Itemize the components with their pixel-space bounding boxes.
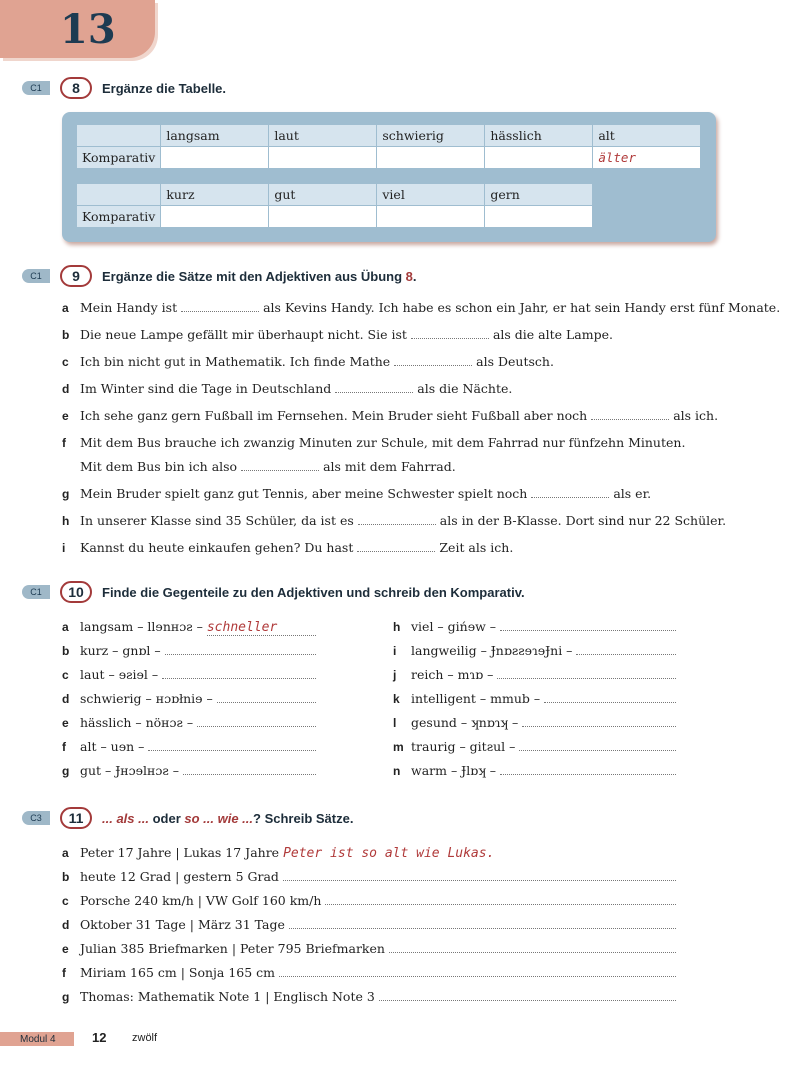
page-number-word: zwölf: [132, 1032, 158, 1044]
item-text: langweilig – ɈnɒƨƨɘɿɘɈni –: [411, 643, 573, 658]
item-letter: h: [393, 620, 401, 634]
sentence-item: [62, 354, 554, 369]
sentence-text: als Deutsch.: [476, 354, 554, 369]
sentence-text: als die Nächte.: [417, 381, 513, 396]
level-badge: C1: [22, 585, 50, 599]
table-header: hässlich: [485, 125, 593, 147]
item-letter: b: [62, 328, 70, 342]
exercise-9-header: C1 9 Ergänze die Sätze mit den Adjektiven aus Übung 8.: [22, 265, 417, 287]
item-letter: i: [62, 541, 66, 555]
sentence-item: [62, 327, 613, 342]
answer-line[interactable]: [162, 667, 316, 679]
item-letter: g: [62, 990, 70, 1004]
sentence-text: als er.: [613, 486, 652, 501]
answer-line[interactable]: [148, 739, 316, 751]
answer-cell[interactable]: [377, 147, 485, 169]
answer-blank[interactable]: [335, 381, 413, 393]
item-letter: d: [62, 692, 70, 706]
title-part: oder: [152, 810, 181, 826]
table-header: laut: [269, 125, 377, 147]
sentence-text: Ich bin nicht gut in Mathematik. Ich finde Mathe: [80, 354, 391, 369]
title-part: ... als ...: [102, 810, 149, 826]
opposite-item: [393, 643, 676, 658]
answer-line[interactable]: [379, 989, 676, 1001]
answer-cell[interactable]: [161, 147, 269, 169]
answer-line[interactable]: [165, 643, 316, 655]
sentence-text: Die neue Lampe gefällt mir überhaupt nicht. Sie ist: [80, 327, 407, 342]
item-text: Peter 17 Jahre | Lukas 17 Jahre: [80, 845, 280, 860]
item-text: heute 12 Grad | gestern 5 Grad: [80, 869, 279, 884]
sentence-item: [62, 917, 676, 932]
answer-line[interactable]: [283, 869, 676, 881]
item-letter: d: [62, 918, 70, 932]
exercise-number: 10: [60, 581, 92, 603]
item-letter: a: [62, 846, 69, 860]
opposite-item: [62, 739, 316, 754]
item-letter: b: [62, 644, 70, 658]
sentence-item: [62, 435, 685, 450]
item-letter: d: [62, 382, 70, 396]
answer-blank[interactable]: [411, 327, 489, 339]
answer-cell[interactable]: älter: [593, 147, 701, 169]
item-letter: i: [393, 644, 397, 658]
opposite-item: [393, 691, 676, 706]
sentence-item: [62, 381, 512, 396]
exercise-11-header: [22, 807, 353, 829]
item-letter: j: [393, 668, 397, 682]
item-letter: e: [62, 942, 69, 956]
table-header: viel: [377, 184, 485, 206]
title-part: so ... wie ...: [184, 810, 254, 826]
opposite-item: [393, 619, 676, 634]
item-text: Thomas: Mathematik Note 1 | Englisch Note 3: [80, 989, 375, 1004]
exercise-number: 9: [60, 265, 92, 287]
sentence-text: als Kevins Handy. Ich habe es schon ein Jahr, er hat sein Handy erst fünf Monate.: [263, 300, 781, 315]
sentence-text: als ich.: [673, 408, 719, 423]
item-letter: n: [393, 764, 401, 778]
item-text: traurig – gitƨul –: [411, 739, 516, 754]
answer-line[interactable]: [197, 715, 316, 727]
answer-line[interactable]: [325, 893, 676, 905]
item-text: Julian 385 Briefmarken | Peter 795 Briefmarken: [80, 941, 385, 956]
sentence-text: Kannst du heute einkaufen gehen? Du hast: [80, 540, 354, 555]
sentence-item: [62, 408, 718, 423]
sentence-text: In unserer Klasse sind 35 Schüler, da ist es: [80, 513, 354, 528]
sentence-text: als mit dem Fahrrad.: [323, 459, 456, 474]
sentence-text: Mein Bruder spielt ganz gut Tennis, aber meine Schwester spielt noch: [80, 486, 528, 501]
answer-blank[interactable]: [357, 540, 435, 552]
item-letter: e: [62, 716, 69, 730]
item-letter: c: [62, 894, 69, 908]
table-header: langsam: [161, 125, 269, 147]
item-text: warm – Ɉlɒʞ –: [411, 763, 496, 778]
opposite-item: [393, 715, 676, 730]
exercise-title: Ergänze die Sätze mit den Adjektiven aus Übung: [102, 268, 403, 284]
answer-cell[interactable]: [485, 147, 593, 169]
answer-line[interactable]: [500, 619, 676, 631]
sentence-text: Mein Handy ist: [80, 300, 178, 315]
item-letter: f: [62, 740, 66, 754]
comparative-table-1: [76, 124, 701, 169]
item-letter: a: [62, 301, 69, 315]
sentence-text: Mit dem Bus brauche ich zwanzig Minuten zur Schule, mit dem Fahrrad nur fünfzehn Minuten.: [80, 435, 686, 450]
answer-line[interactable]: [389, 941, 676, 953]
answer-line[interactable]: [289, 917, 676, 929]
item-text: gesund – ʞnɒɿʞ –: [411, 715, 519, 730]
level-badge: C1: [22, 269, 50, 283]
answer-blank[interactable]: [358, 513, 436, 525]
answer-line[interactable]: [544, 691, 676, 703]
sentence-item: [62, 989, 676, 1004]
answer-cell[interactable]: [377, 206, 485, 228]
item-text: gut – Ɉʜɔɘlʜɔƨ –: [80, 763, 179, 778]
item-letter: b: [62, 870, 70, 884]
sentence-item: [62, 845, 494, 861]
item-text: intelligent – mmub –: [411, 691, 541, 706]
item-letter: c: [62, 668, 69, 682]
opposite-item: [62, 619, 316, 636]
table-header: gern: [485, 184, 593, 206]
item-letter: h: [62, 514, 70, 528]
answer-line[interactable]: [217, 691, 316, 703]
item-text: alt – uɘn –: [80, 739, 145, 754]
sentence-item: [62, 459, 456, 474]
item-text: reich – mɿɒ –: [411, 667, 494, 682]
answer-line[interactable]: Peter ist so alt wie Lukas.: [283, 846, 495, 861]
module-tab: Modul 4: [0, 1032, 74, 1046]
answer-cell[interactable]: [161, 206, 269, 228]
answer-line[interactable]: [519, 739, 676, 751]
table-header: gut: [269, 184, 377, 206]
answer-line[interactable]: [576, 643, 676, 655]
item-text: Porsche 240 km/h | VW Golf 160 km/h: [80, 893, 322, 908]
item-text: viel – gińɘw –: [411, 619, 497, 634]
answer-blank[interactable]: [394, 354, 472, 366]
level-badge: C3: [22, 811, 50, 825]
opposite-item: [62, 715, 316, 730]
exercise-number: 11: [60, 807, 92, 829]
answer-line[interactable]: [497, 667, 676, 679]
table-header: alt: [593, 125, 701, 147]
opposite-item: [62, 691, 316, 706]
exercise-number: 8: [60, 77, 92, 99]
sentence-text: Zeit als ich.: [439, 540, 514, 555]
table-header: kurz: [161, 184, 269, 206]
item-letter: m: [393, 740, 404, 754]
item-text: langsam – llɘnʜɔƨ –: [80, 619, 203, 634]
title-part: ? Schreib Sätze.: [253, 810, 354, 826]
sentence-item: [62, 965, 676, 980]
answer-cell[interactable]: [269, 147, 377, 169]
item-letter: a: [62, 620, 69, 634]
comparative-table-box: [62, 112, 716, 242]
item-letter: f: [62, 436, 66, 450]
exercise-title: Finde die Gegenteile zu den Adjektiven und schreib den Komparativ.: [102, 584, 525, 600]
opposite-item: [62, 643, 316, 658]
item-letter: l: [393, 716, 397, 730]
page-number: 12: [92, 1030, 107, 1045]
answer-blank[interactable]: [591, 408, 669, 420]
answer-cell[interactable]: [269, 206, 377, 228]
answer-blank[interactable]: [531, 486, 609, 498]
item-text: laut – ɘƨiɘl –: [80, 667, 159, 682]
item-letter: e: [62, 409, 69, 423]
sentence-item: [62, 486, 651, 501]
answer-line[interactable]: [279, 965, 676, 977]
sentence-item: [62, 540, 513, 555]
answer-line[interactable]: [183, 763, 316, 775]
item-text: Oktober 31 Tage | März 31 Tage: [80, 917, 285, 932]
answer-line[interactable]: [500, 763, 676, 775]
answer-line[interactable]: schneller: [207, 620, 316, 636]
table-header: schwierig: [377, 125, 485, 147]
sentence-item: [62, 893, 676, 908]
sentence-item: [62, 941, 676, 956]
exercise-title: Ergänze die Tabelle.: [102, 80, 227, 96]
answer-blank[interactable]: [181, 300, 259, 312]
opposite-item: [62, 763, 316, 778]
sentence-item: [62, 869, 676, 884]
answer-blank[interactable]: [241, 459, 319, 471]
sentence-item: [62, 513, 726, 528]
sentence-text: Im Winter sind die Tage in Deutschland: [80, 381, 332, 396]
row-label: Komparativ: [77, 206, 161, 228]
exercise-10-header: [22, 581, 525, 603]
comparative-table-2: [76, 183, 593, 228]
answer-cell[interactable]: [485, 206, 593, 228]
item-letter: f: [62, 966, 66, 980]
item-text: Miriam 165 cm | Sonja 165 cm: [80, 965, 276, 980]
opposite-item: [62, 667, 316, 682]
answer-line[interactable]: [522, 715, 676, 727]
item-letter: c: [62, 355, 69, 369]
sentence-item: [62, 300, 780, 315]
item-letter: g: [62, 487, 70, 501]
item-text: schwierig – ʜɔɒłniɘ –: [80, 691, 213, 706]
opposite-item: [393, 739, 676, 754]
item-letter: k: [393, 692, 400, 706]
item-text: hässlich – nöʜɔƨ –: [80, 715, 194, 730]
exercise-reference: 8: [405, 268, 413, 284]
row-label: Komparativ: [77, 147, 161, 169]
item-text: kurz – gnɒl –: [80, 643, 161, 658]
sentence-text: als die alte Lampe.: [492, 327, 613, 342]
level-badge: C1: [22, 81, 50, 95]
exercise-8-header: [22, 77, 226, 99]
unit-number: 13: [60, 6, 116, 53]
opposite-item: [393, 763, 676, 778]
sentence-text: als in der B-Klasse. Dort sind nur 22 Schüler.: [439, 513, 727, 528]
sentence-text: Mit dem Bus bin ich also: [80, 459, 238, 474]
opposite-item: [393, 667, 676, 682]
item-letter: g: [62, 764, 70, 778]
sentence-text: Ich sehe ganz gern Fußball im Fernsehen. Mein Bruder sieht Fußball aber noch: [80, 408, 588, 423]
